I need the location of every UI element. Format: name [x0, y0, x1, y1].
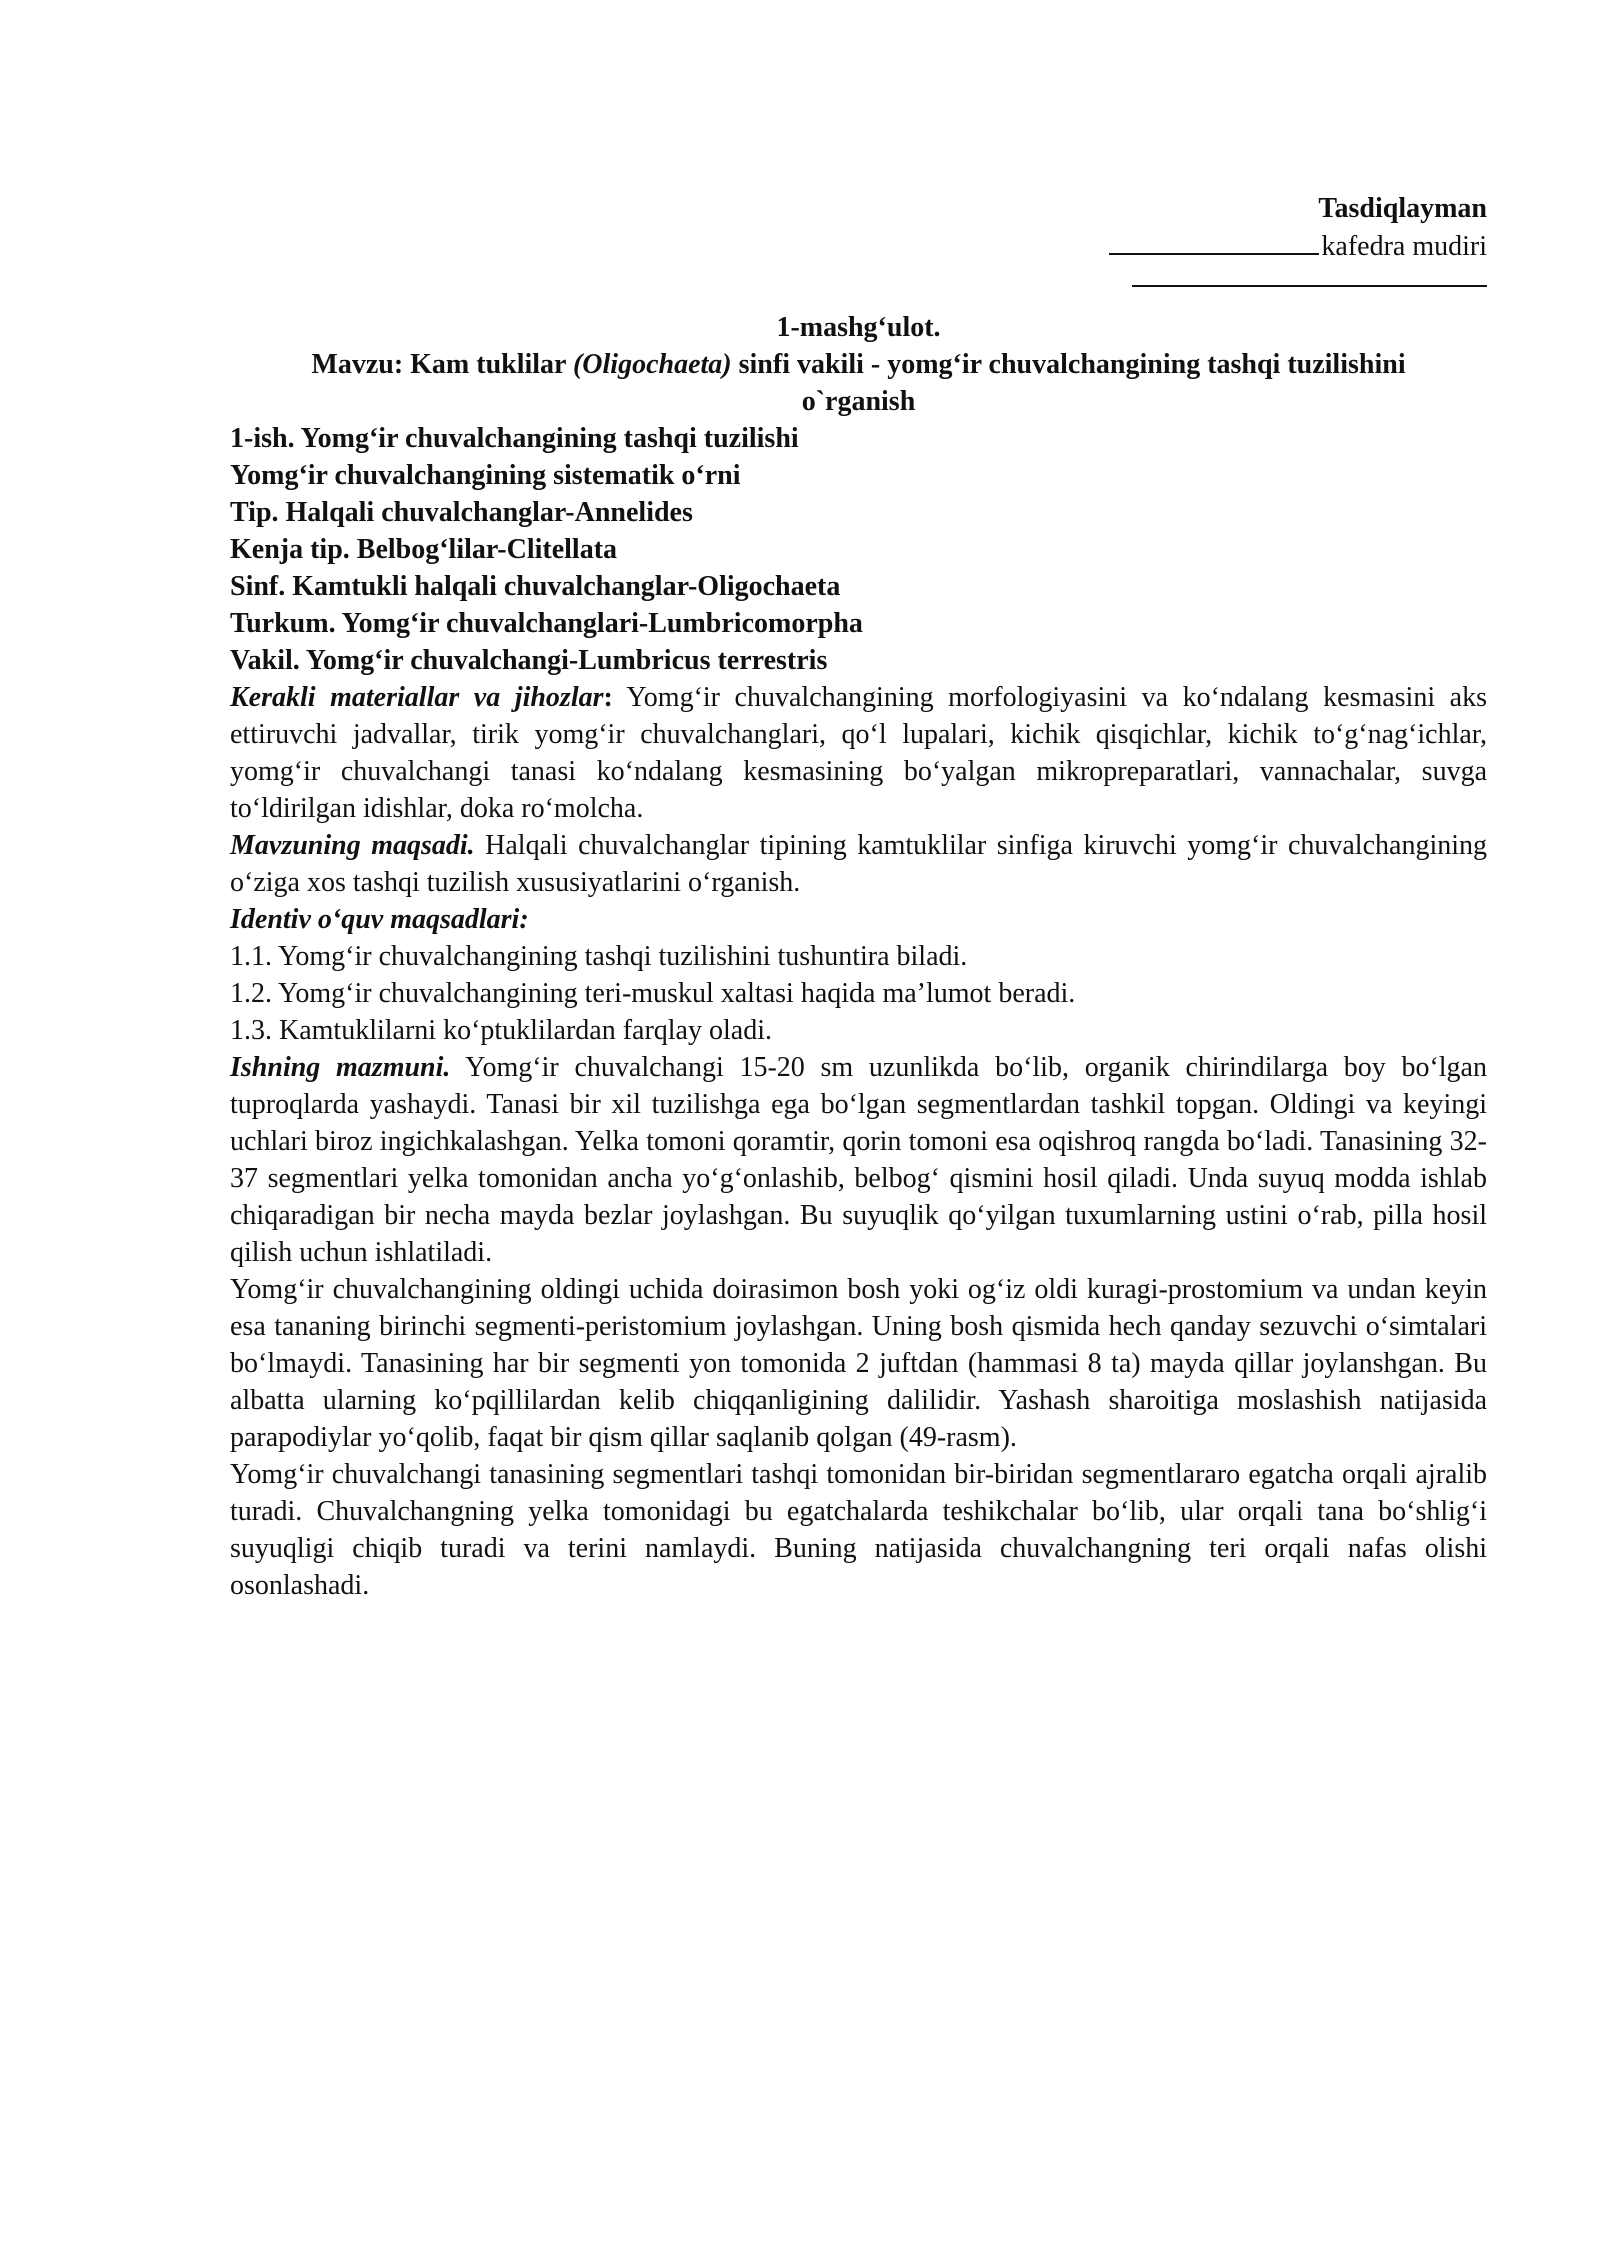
topic-suffix: sinfi vakili - yomg‘ir chuvalchangining tashqi tuzilishini o`rganish: [731, 349, 1406, 417]
materials-text: Yomg‘ir chuvalchangining morfologiyasini va ko‘ndalang kesmasini aks ettiruvchi jadvallar, tirik yomg‘ir chuvalchanglari, qo‘l lupalari, kichik qisqichlar, kichik to‘g‘nag‘ichlar, yomg‘ir chuvalchangi tanasi ko‘ndalang kesmasining bo‘yalgan mikropreparatlari, vannachalar, suvga to‘ldirilgan idishlar, doka ro‘molcha.: [230, 682, 1488, 824]
materials-paragraph: [230, 679, 1487, 827]
taxonomy-line: 1-ish. Yomg‘ir chuvalchangining tashqi tuzilishi: [230, 423, 799, 454]
content-label: Ishning mazmuni.: [230, 1052, 451, 1083]
topic-prefix: Mavzu: Kam tuklilar: [311, 349, 573, 380]
objective-item: 1.1. Yomg‘ir chuvalchangining tashqi tuzilishini tushuntira biladi.: [230, 941, 968, 972]
goal-text: Halqali chuvalchanglar tipining kamtuklilar sinfiga kiruvchi yomg‘ir chuvalchangining o‘ziga xos tashqi tuzilish xususiyatlarini o‘rganish.: [230, 830, 1488, 898]
topic-italic: (Oligochaeta): [572, 349, 732, 380]
approval-block: [230, 190, 1487, 309]
date-line: [1132, 265, 1487, 287]
content-text-1: Yomg‘ir chuvalchangi 15-20 sm uzunlikda bo‘lib, organik chirindilarga boy bo‘lgan tuproqlarda yashaydi. Tanasi bir xil tuzilishga ega bo‘lgan segmentlardan tashkil topgan. Oldingi va keyingi uchlari biroz ingichkalashgan. Yelka tomoni qoramtir, qorin tomoni esa oqishroq rangda bo‘ladi. Tanasining 32-37 segmentlari yelka tomonidan ancha yo‘g‘onlashib, belbog‘ qismini hosil qiladi. Unda suyuq modda ishlab chiqaradigan bir necha mayda bezlar joylashgan. Bu suyuqlik qo‘yilgan tuxumlarning ustini o‘rab, pilla hosil qilish uchun ishlatiladi.: [230, 1052, 1487, 1268]
approval-role-line: [230, 227, 1487, 265]
lesson-number: 1-mashg‘ulot.: [776, 312, 941, 343]
lesson-topic: [230, 346, 1487, 420]
taxonomy-line: Tip. Halqali chuvalchanglar-Annelides: [230, 497, 693, 528]
materials-colon: :: [603, 682, 613, 713]
objectives-label: Identiv o‘quv maqsadlari:: [230, 904, 529, 935]
objective-item: 1.3. Kamtuklilarni ko‘ptuklilardan farqlay oladi.: [230, 1015, 772, 1046]
goal-label: Mavzuning maqsadi.: [230, 830, 475, 861]
content-paragraph-1: [230, 1049, 1487, 1271]
objective-item: 1.2. Yomg‘ir chuvalchangining teri-muskul xaltasi haqida ma’lumot beradi.: [230, 978, 1076, 1009]
approval-role: kafedra mudiri: [1321, 231, 1487, 262]
content-paragraph-2: Yomg‘ir chuvalchangining oldingi uchida doirasimon bosh yoki og‘iz oldi kuragi-prostomium va undan keyin esa tananing birinchi segmenti-peristomium joylashgan. Uning bosh qismida hech qanday sezuvchi o‘simtalari bo‘lmaydi. Tanasining har bir segmenti yon tomonida 2 juftdan (hammasi 8 ta) mayda qillar joylanshgan. Bu albatta ularning ko‘pqillilardan kelib chiqqanligining dalilidir. Yashash sharoitiga moslashish natijasida parapodiylar yo‘qolib, faqat bir qism qillar saqlanib qolgan (49-rasm).: [230, 1274, 1487, 1453]
document-page: [230, 190, 1487, 1604]
taxonomy-line: Kenja tip. Belbog‘lilar-Clitellata: [230, 534, 618, 565]
content-paragraph-3: Yomg‘ir chuvalchangi tanasining segmentlari tashqi tomonidan bir-biridan segmentlararo egatcha orqali ajralib turadi. Chuvalchangning yelka tomonidagi bu egatchalarda teshikchalar bo‘lib, ular orqali tana bo‘shlig‘i suyuqligi chiqib turadi va terini namlaydi. Buning natijasida chuvalchangning teri orqali nafas olishi osonlashadi.: [230, 1459, 1487, 1601]
taxonomy-line: Vakil. Yomg‘ir chuvalchangi-Lumbricus terrestris: [230, 645, 828, 676]
taxonomy-line: Yomg‘ir chuvalchangining sistematik o‘rni: [230, 460, 741, 491]
signature-line: [1109, 227, 1319, 255]
materials-label: Kerakli materiallar va jihozlar: [230, 682, 604, 713]
taxonomy-line: Turkum. Yomg‘ir chuvalchanglari-Lumbricomorpha: [230, 608, 863, 639]
goal-paragraph: [230, 827, 1487, 901]
date-line-row: [230, 265, 1487, 309]
approval-title: Tasdiqlayman: [1318, 193, 1487, 224]
taxonomy-line: Sinf. Kamtukli halqali chuvalchanglar-Oligochaeta: [230, 571, 841, 602]
